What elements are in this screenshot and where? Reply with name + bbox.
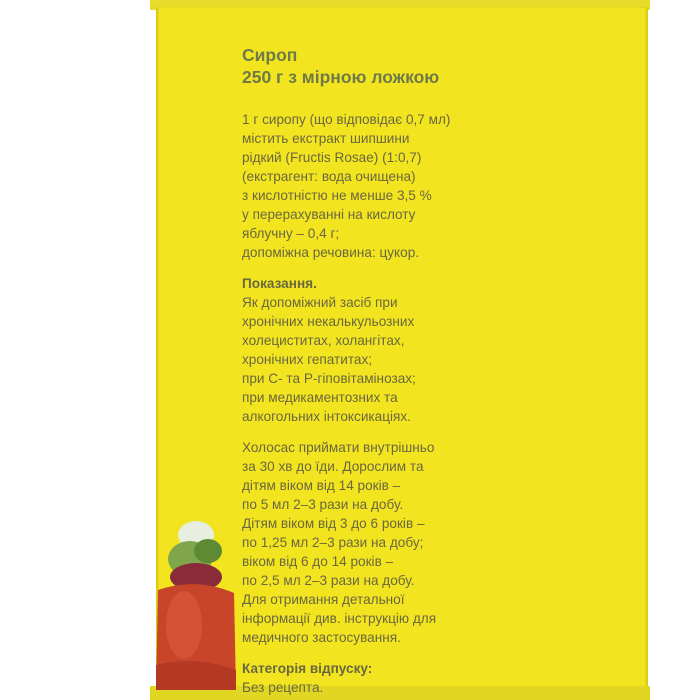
product-description <box>242 44 632 697</box>
dosage-text: Холосас приймати внутрішньо за 30 хв до їди. Дорослим та дітям віком від 14 років – по 5 мл 2–3 рази на добу. Дітям віком від 3 до 6 років – по 1,25 мл 2–3 рази на добу; віком від 6 до 14 років – по 2,5 мл 2–3 рази на добу. Для отримання детальної інформації див. інструкцію для медичного застосування. <box>242 440 437 645</box>
indications-heading: Показання. <box>242 276 317 291</box>
product-title <box>242 44 632 88</box>
indications-section <box>242 274 632 426</box>
dispensing-section <box>242 659 632 697</box>
composition-text: 1 г сиропу (що відповідає 0,7 мл) містить екстракт шипшини рідкий (Fructis Rosae) (1:0,7) (екстрагент: вода очищена) з кислотністю не менше 3,5 % у перерахуванні на кислоту яблучну – 0,4 г; допоміжна речовина: цукор. <box>242 112 451 260</box>
indications-text: Як допоміжний засіб при хронічних некалькульозних холециститах, холангітах, хронічних гепатитах; при С- та Р-гіповітамінозах; при медикаментозних та алкогольних інтоксикаціях. <box>242 295 416 424</box>
rosehip-illustration <box>156 515 236 690</box>
title-line-1: Сироп <box>242 45 298 65</box>
dispensing-heading: Категорія відпуску: <box>242 661 373 676</box>
dispensing-text: Без рецепта. <box>242 680 324 695</box>
title-line-2: 250 г з мірною ложкою <box>242 67 440 87</box>
